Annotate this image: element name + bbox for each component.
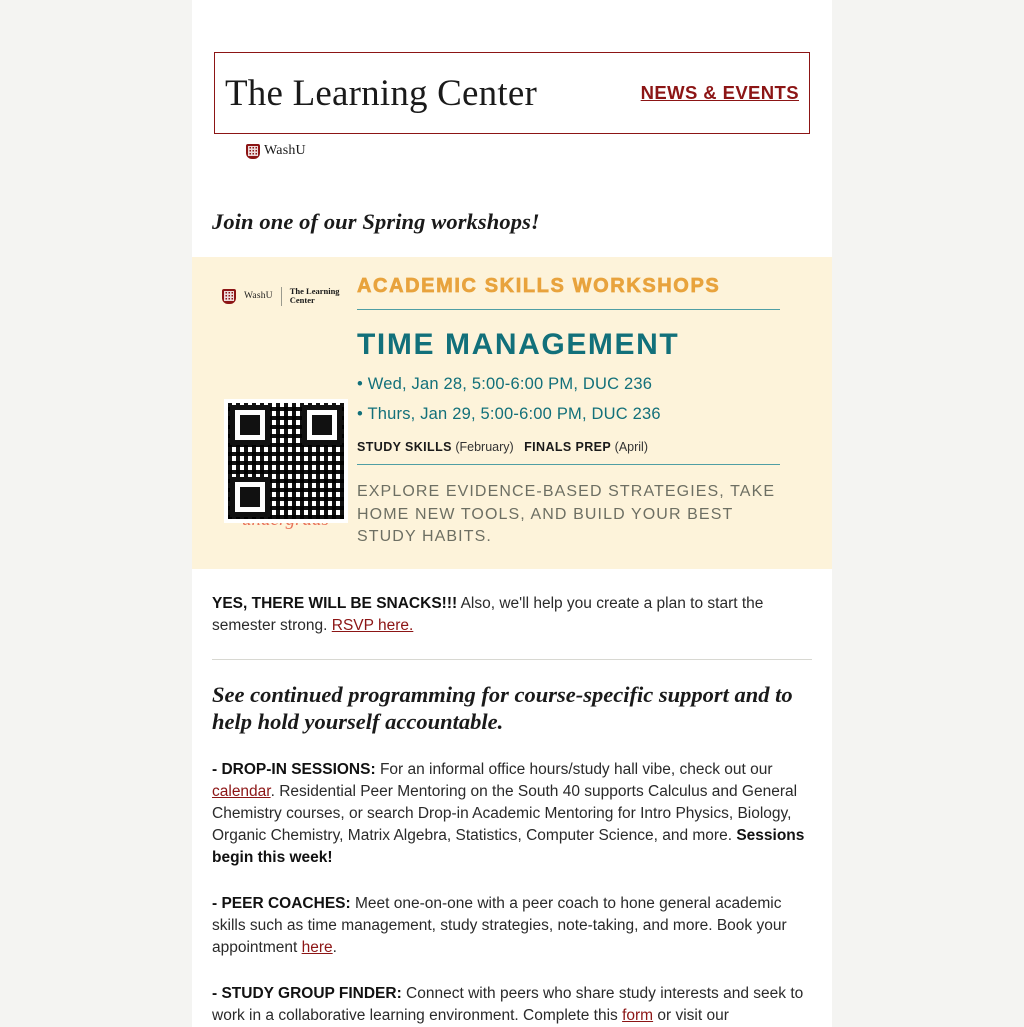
dropin-label: - DROP-IN SESSIONS:: [212, 761, 376, 779]
qr-code-pattern: [228, 403, 344, 519]
coaches-text-1: Meet one-on-one with a peer coach to hone general academic skills such as time management, study strategies, note-taking, and more. Book your appointment: [212, 895, 787, 957]
email-body: [192, 0, 832, 1027]
finder-text-1: Connect with peers who share study interests and seek to work in a collaborative learning environment. Complete this: [212, 985, 804, 1025]
dropin-text-1: For an informal office hours/study hall vibe, check out our: [375, 761, 773, 779]
snacks-note: [192, 569, 832, 655]
snacks-lead: YES, THERE WILL BE SNACKS!!!: [212, 595, 458, 613]
upcoming-2-label: FINALS PREP: [524, 440, 612, 454]
workshop-flyer: [192, 257, 832, 569]
upcoming-1-label: STUDY SKILLS: [357, 440, 452, 454]
qr-eye-icon: [230, 477, 270, 517]
qr-eye-icon: [230, 405, 270, 445]
flyer-logo: [192, 287, 357, 306]
masthead: [214, 52, 810, 134]
flyer-session-2: • Thurs, Jan 29, 5:00-6:00 PM, DUC 236: [357, 405, 661, 423]
coaches-text-2: .: [332, 939, 337, 957]
page-title: The Learning Center: [225, 72, 537, 114]
flyer-description: EXPLORE EVIDENCE-BASED STRATEGIES, TAKE HOME NEW TOOLS, AND BUILD YOUR BEST STUDY HABITS.: [357, 483, 776, 546]
news-and-events-link[interactable]: NEWS & EVENTS: [640, 82, 799, 103]
qr-code[interactable]: [224, 399, 348, 523]
snacks-body: Also, we'll help you create a plan to start the semester strong.: [212, 595, 764, 635]
finder-label: - STUDY GROUP FINDER:: [212, 985, 402, 1003]
continued-programming-section: [192, 660, 832, 1027]
flyer-session-1: • Wed, Jan 28, 5:00-6:00 PM, DUC 236: [357, 375, 653, 393]
calendar-link[interactable]: calendar: [212, 783, 271, 801]
rsvp-link[interactable]: RSVP here.: [331, 617, 414, 635]
flyer-right-column: [357, 275, 832, 465]
dropin-bold-tail: Sessions begin this week!: [212, 827, 805, 867]
upcoming-1-month: (February): [455, 440, 514, 454]
shield-icon: [246, 144, 260, 159]
continued-heading: See continued programming for course-specific support and to help hold yourself accountable.: [212, 682, 793, 734]
dropin-paragraph: [212, 759, 812, 869]
washu-logo: [246, 143, 810, 159]
form-link[interactable]: form: [622, 1007, 654, 1025]
appointment-link[interactable]: here: [301, 939, 333, 957]
flyer-center-name: The Learning Center: [281, 287, 357, 306]
masthead-container: [192, 0, 832, 159]
dropin-text-2: . Residential Peer Mentoring on the South 40 supports Calculus and General Chemistry courses, or search Drop-in Academic Mentoring for Intro Physics, Biology, Organic Chemistry, Matrix Algebra, Statistics, Computer Science, and more.: [212, 783, 798, 845]
flyer-upcoming: [357, 424, 780, 465]
coaches-label: - PEER COACHES:: [212, 895, 351, 913]
upcoming-2-month: (April): [614, 440, 648, 454]
study-group-finder-paragraph: [212, 983, 812, 1027]
flyer-kicker: ACADEMIC SKILLS WORKSHOPS: [357, 275, 780, 310]
intro-headline: Join one of our Spring workshops!: [212, 209, 540, 234]
washu-wordmark: WashU: [264, 143, 306, 158]
shield-icon: [222, 289, 236, 304]
flyer-title: TIME MANAGEMENT: [357, 328, 680, 361]
intro-section: [192, 159, 832, 257]
peer-coaches-paragraph: [212, 893, 812, 959]
finder-text-2: or visit our: [653, 1007, 729, 1025]
flyer-washu-wordmark: WashU: [244, 291, 273, 302]
qr-eye-icon: [302, 405, 342, 445]
